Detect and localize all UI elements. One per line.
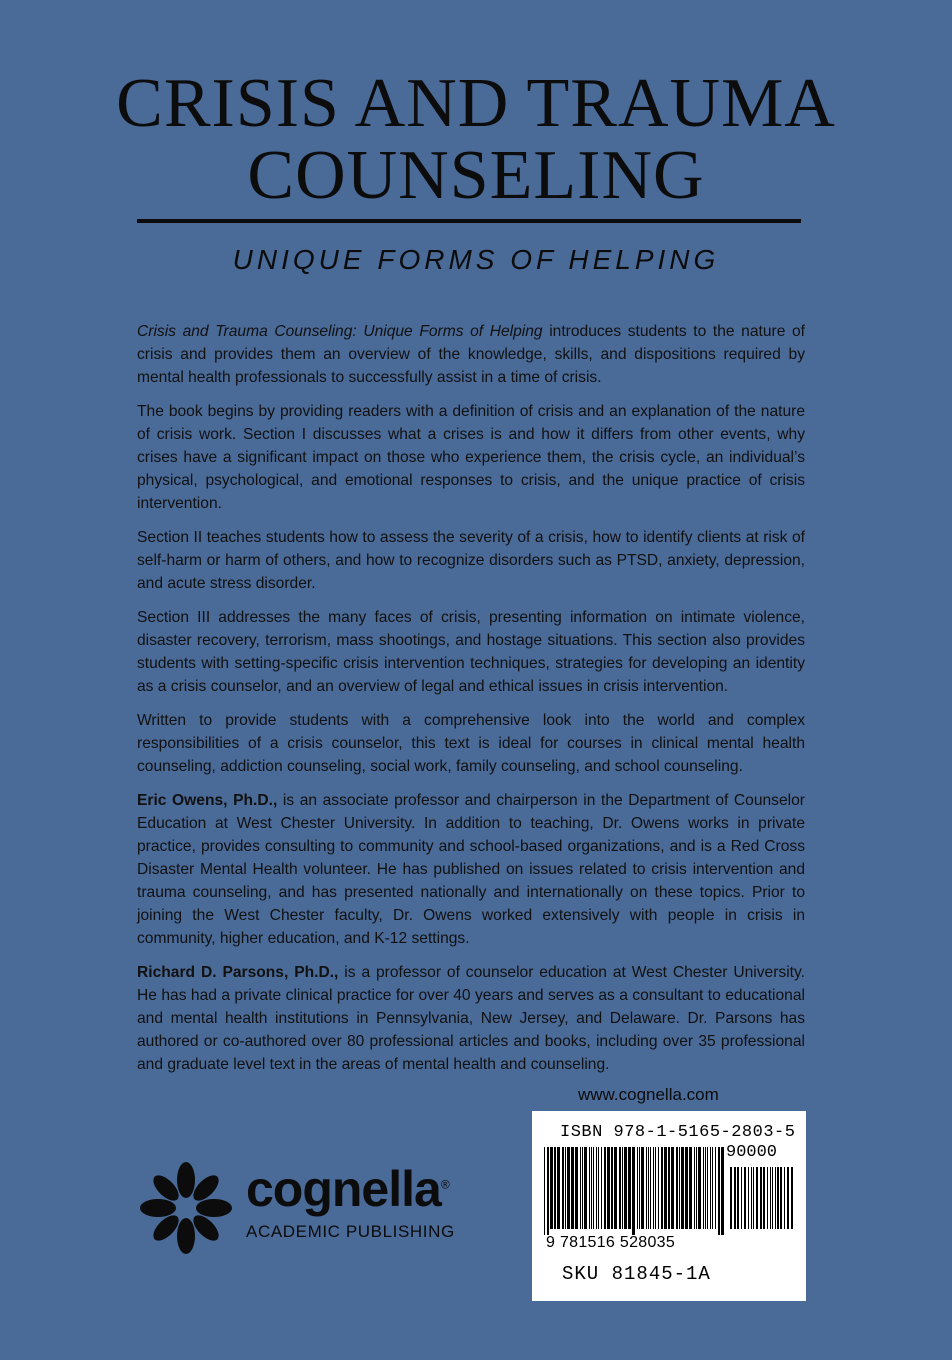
barcode-addon-bar bbox=[784, 1167, 785, 1229]
barcode-bar bbox=[703, 1147, 704, 1229]
barcode-addon-bar bbox=[767, 1167, 768, 1229]
isbn-text: ISBN 978-1-5165-2803-5 bbox=[560, 1123, 796, 1142]
barcode-bar bbox=[567, 1147, 570, 1229]
barcode-addon-bar bbox=[760, 1167, 762, 1229]
barcode-addon-bar bbox=[734, 1167, 736, 1229]
barcode-addon-bar bbox=[737, 1167, 739, 1229]
barcode-bar bbox=[696, 1147, 697, 1229]
barcode-bar bbox=[582, 1147, 583, 1229]
title-divider bbox=[137, 219, 801, 223]
barcode-bar bbox=[580, 1147, 581, 1229]
barcode-bar bbox=[721, 1147, 724, 1235]
barcode-addon-bar bbox=[756, 1167, 758, 1229]
barcode-bar bbox=[571, 1147, 574, 1229]
barcode-bar bbox=[619, 1147, 621, 1229]
barcode-addon-bar bbox=[770, 1167, 771, 1229]
barcode-bar bbox=[650, 1147, 651, 1229]
barcode-bar bbox=[685, 1147, 688, 1229]
barcode-addon-bar bbox=[780, 1167, 782, 1229]
barcode-bar bbox=[584, 1147, 587, 1229]
barcode-bar bbox=[639, 1147, 640, 1229]
back-cover-copy bbox=[137, 320, 805, 1087]
barcode-bar bbox=[679, 1147, 680, 1229]
author-name: Eric Owens, Ph.D., bbox=[137, 792, 278, 809]
barcode-bar bbox=[593, 1147, 594, 1229]
barcode-addon-bar bbox=[744, 1167, 746, 1229]
barcode-bar bbox=[658, 1147, 659, 1229]
description-paragraph-4: Section III addresses the many faces of crisis, presenting information on intimate violence, disaster recovery, terrorism, mass shootings, and hostage situations. This section also provides students with setting-specific crisis intervention techniques, strategies for developing an identity as a crisis counselor, and an overview of legal and ethical issues in crisis intervention. bbox=[137, 609, 805, 695]
publisher-tagline: ACADEMIC PUBLISHING bbox=[246, 1222, 455, 1241]
author-name: Richard D. Parsons, Ph.D., bbox=[137, 964, 339, 981]
barcode-bar bbox=[637, 1147, 638, 1229]
barcode-digits: 9 781516 528035 bbox=[546, 1234, 676, 1251]
barcode-bar bbox=[655, 1147, 656, 1229]
barcode-bar bbox=[698, 1147, 701, 1229]
barcode-bar bbox=[712, 1147, 713, 1229]
barcode-bar bbox=[681, 1147, 684, 1229]
barcode-bar bbox=[591, 1147, 592, 1229]
barcode-bar bbox=[694, 1147, 695, 1229]
barcode-bar bbox=[622, 1147, 623, 1229]
title-line-1: CRISIS AND TRAUMA bbox=[116, 65, 836, 142]
barcode-addon-bar bbox=[775, 1167, 776, 1229]
barcode-addon-bar bbox=[772, 1167, 773, 1229]
book-subtitle: UNIQUE FORMS OF HELPING bbox=[232, 244, 720, 275]
description-paragraph-3: Section II teaches students how to assess the severity of a crisis, how to identify clients at risk of self-harm or harm of others, and how to recognize disorders such as PTSD, anxiety, depression, and acute stress disorder. bbox=[137, 529, 805, 592]
barcode-bar bbox=[614, 1147, 617, 1229]
barcode-bar bbox=[544, 1147, 545, 1235]
barcode-bar bbox=[653, 1147, 654, 1229]
barcode-bar bbox=[646, 1147, 647, 1229]
barcode-bar bbox=[664, 1147, 667, 1229]
barcode-bar bbox=[671, 1147, 674, 1229]
barcode-bar bbox=[604, 1147, 606, 1229]
barcode-bar bbox=[611, 1147, 613, 1229]
barcode-bar bbox=[547, 1147, 549, 1235]
description-paragraph-5: Written to provide students with a comprehensive look into the world and complex responsibilities of a crisis counselor, this text is ideal for courses in clinical mental health counseling, addiction counseling, social work, family counseling, and school counseling. bbox=[137, 712, 805, 775]
barcode-bar bbox=[598, 1147, 599, 1229]
description-paragraph-2: The book begins by providing readers with a definition of crisis and an explanation of the nature of crisis work. Section I discusses what a crises is and how it differs from other events, why crises have a significant impact on those who experience them, the crisis cycle, an individual’s physical, psychological, and emotional responses to crisis, and the unique practice of crisis intervention. bbox=[137, 403, 805, 512]
barcode-bar bbox=[550, 1147, 553, 1229]
description-paragraph-1: Crisis and Trauma Counseling: Unique Forms of Helping introduces students to the nature of crisis and provides them an overview of the knowledge, skills, and dispositions required by mental health professionals to successfully assist in a time of crisis. bbox=[137, 323, 805, 386]
sku-text: SKU 81845-1A bbox=[562, 1263, 711, 1285]
cognella-logo-icon bbox=[136, 1158, 236, 1258]
barcode-addon-bar bbox=[763, 1167, 765, 1229]
book-title-italic: Crisis and Trauma Counseling: Unique Forms of Helping bbox=[137, 323, 543, 340]
barcode-bar bbox=[676, 1147, 678, 1229]
barcode-bar bbox=[661, 1147, 663, 1229]
barcode-addon-bar bbox=[753, 1167, 754, 1229]
barcode-bar bbox=[718, 1147, 720, 1235]
barcode-bar bbox=[710, 1147, 711, 1229]
barcode-addon-bar bbox=[777, 1167, 779, 1229]
book-title bbox=[0, 65, 952, 214]
barcode-bar bbox=[557, 1147, 560, 1229]
barcode-addon-bar bbox=[751, 1167, 752, 1229]
publisher-name: cognella® bbox=[246, 1161, 449, 1217]
barcode-addon-bar bbox=[741, 1167, 742, 1229]
barcode-bar bbox=[624, 1147, 627, 1229]
barcode-bar bbox=[632, 1147, 635, 1235]
barcode-bar bbox=[596, 1147, 597, 1229]
barcode-bar bbox=[554, 1147, 556, 1229]
barcode-bar bbox=[689, 1147, 692, 1229]
barcode-bar bbox=[607, 1147, 610, 1229]
barcode-bar bbox=[562, 1147, 564, 1229]
barcode-bar bbox=[565, 1147, 566, 1229]
barcode-addon-bar bbox=[791, 1167, 793, 1229]
barcode-bar bbox=[648, 1147, 649, 1229]
barcode-addon-bar bbox=[787, 1167, 789, 1229]
price-code: 90000 bbox=[726, 1143, 778, 1162]
publisher-url: www.cognella.com bbox=[578, 1085, 719, 1104]
barcode-addon-bar bbox=[730, 1167, 732, 1229]
barcode-bar bbox=[705, 1147, 706, 1229]
barcode-bar bbox=[589, 1147, 590, 1229]
title-line-2: COUNSELING bbox=[247, 137, 705, 214]
author-bio-parsons: Richard D. Parsons, Ph.D., is a professor of counselor education at West Chester University. He has had a private clinical practice for over 40 years and serves as a consultant to educational and mental health institutions in Pennsylvania, New Jersey, and Delaware. Dr. Parsons has authored or co-authored over 80 professional articles and books, including over 35 professional and graduate level text in the areas of mental health and counseling. bbox=[137, 964, 805, 1073]
author-bio-owens: Eric Owens, Ph.D., is an associate professor and chairperson in the Department of Counselor Education at West Chester University. In addition to teaching, Dr. Owens works in private practice, provides consulting to community and school-based organizations, and is a Red Cross Disaster Mental Health volunteer. He has published on issues related to crisis intervention and trauma counseling, and has presented nationally and internationally on these topics. Prior to joining the West Chester faculty, Dr. Owens worked extensively with people in crisis in community, higher education, and K-12 settings. bbox=[137, 792, 805, 947]
barcode-bar bbox=[668, 1147, 670, 1229]
barcode-label bbox=[532, 1111, 806, 1301]
barcode-bar bbox=[641, 1147, 644, 1229]
barcode-bar bbox=[628, 1147, 631, 1229]
barcode-bar bbox=[707, 1147, 708, 1229]
barcode-bar bbox=[575, 1147, 578, 1229]
barcode-bar bbox=[601, 1147, 602, 1229]
barcode-bar bbox=[715, 1147, 716, 1229]
barcode-addon-bar bbox=[748, 1167, 749, 1229]
